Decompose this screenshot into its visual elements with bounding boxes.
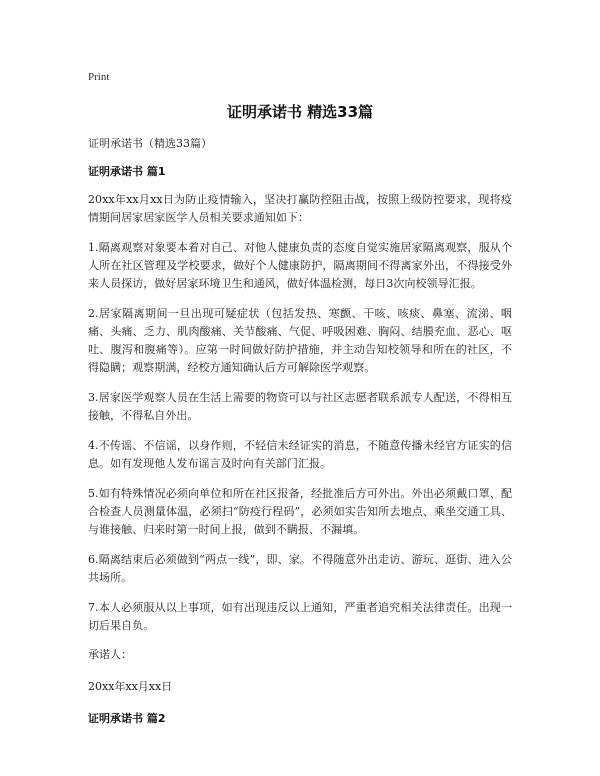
list-item: 2.居家隔离期间一旦出现可疑症状（包括发热、寒颤、干咳、咳痰、鼻塞、流涕、咽痛、头痛、乏力、肌肉酸痛、关节酸痛、气促、呼吸困难、胸闷、结膜充血、恶心、呕吐、腹泻和腹痛等）。应第一时间做好防护措施，并主动告知校领导和所在的社区，不得隐瞒；观察期满，经校方通知确认后方可解除医学观察。 bbox=[88, 307, 512, 374]
document-subtitle: 证明承诺书（精选33篇） bbox=[88, 137, 212, 150]
list-item: 6.隔离结束后必须做到“两点一线”，即、家。不得随意外出走访、游玩、逛街、进入公共场所。 bbox=[88, 553, 512, 584]
print-link[interactable]: Print bbox=[88, 71, 110, 83]
list-item: 5.如有特殊情况必须向单位和所在社区报备，经批准后方可外出。外出必须戴口罩、配合检查人员测量体温，必须扫“防疫行程码”，必须如实告知所去地点、乘坐交通工具、与谁接触、归来时第一时间上报，做到不瞒报、不漏填。 bbox=[88, 487, 512, 536]
list-item: 3.居家医学观察人员在生活上需要的物资可以与社区志愿者联系派专人配送，不得相互接触，不得私自外出。 bbox=[88, 391, 512, 422]
intro-paragraph: 20xx年xx月xx日为防止疫情输入，坚决打赢防控阻击战，按照上级防控要求，现将疫情期间居家居家医学人员相关要求通知如下： bbox=[88, 193, 512, 224]
date-line: 20xx年xx月xx日 bbox=[88, 680, 173, 693]
list-item: 7.本人必须服从以上事项，如有出现违反以上通知，严重者追究相关法律责任。出现一切后果自负。 bbox=[88, 601, 512, 632]
page-title: 证明承诺书 精选33篇 bbox=[226, 103, 374, 121]
section-heading-1: 证明承诺书 篇1 bbox=[88, 165, 166, 178]
list-item: 4.不传谣、不信谣，以身作则，不轻信未经证实的消息，不随意传播未经官方证实的信息。如有发现他人发布谣言及时向有关部门汇报。 bbox=[88, 439, 512, 470]
section-heading-2: 证明承诺书 篇2 bbox=[88, 712, 166, 725]
list-item: 1.隔离观察对象要本着对自己、对他人健康负责的态度自觉实施居家隔离观察，服从个人所在社区管理及学校要求，做好个人健康防护，隔离期间不得离家外出，不得接受外来人员探访，做好居家环境卫生和通风，做好体温检测，每日3次向校领导汇报。 bbox=[88, 241, 512, 290]
promiser-label: 承诺人： bbox=[88, 648, 132, 661]
